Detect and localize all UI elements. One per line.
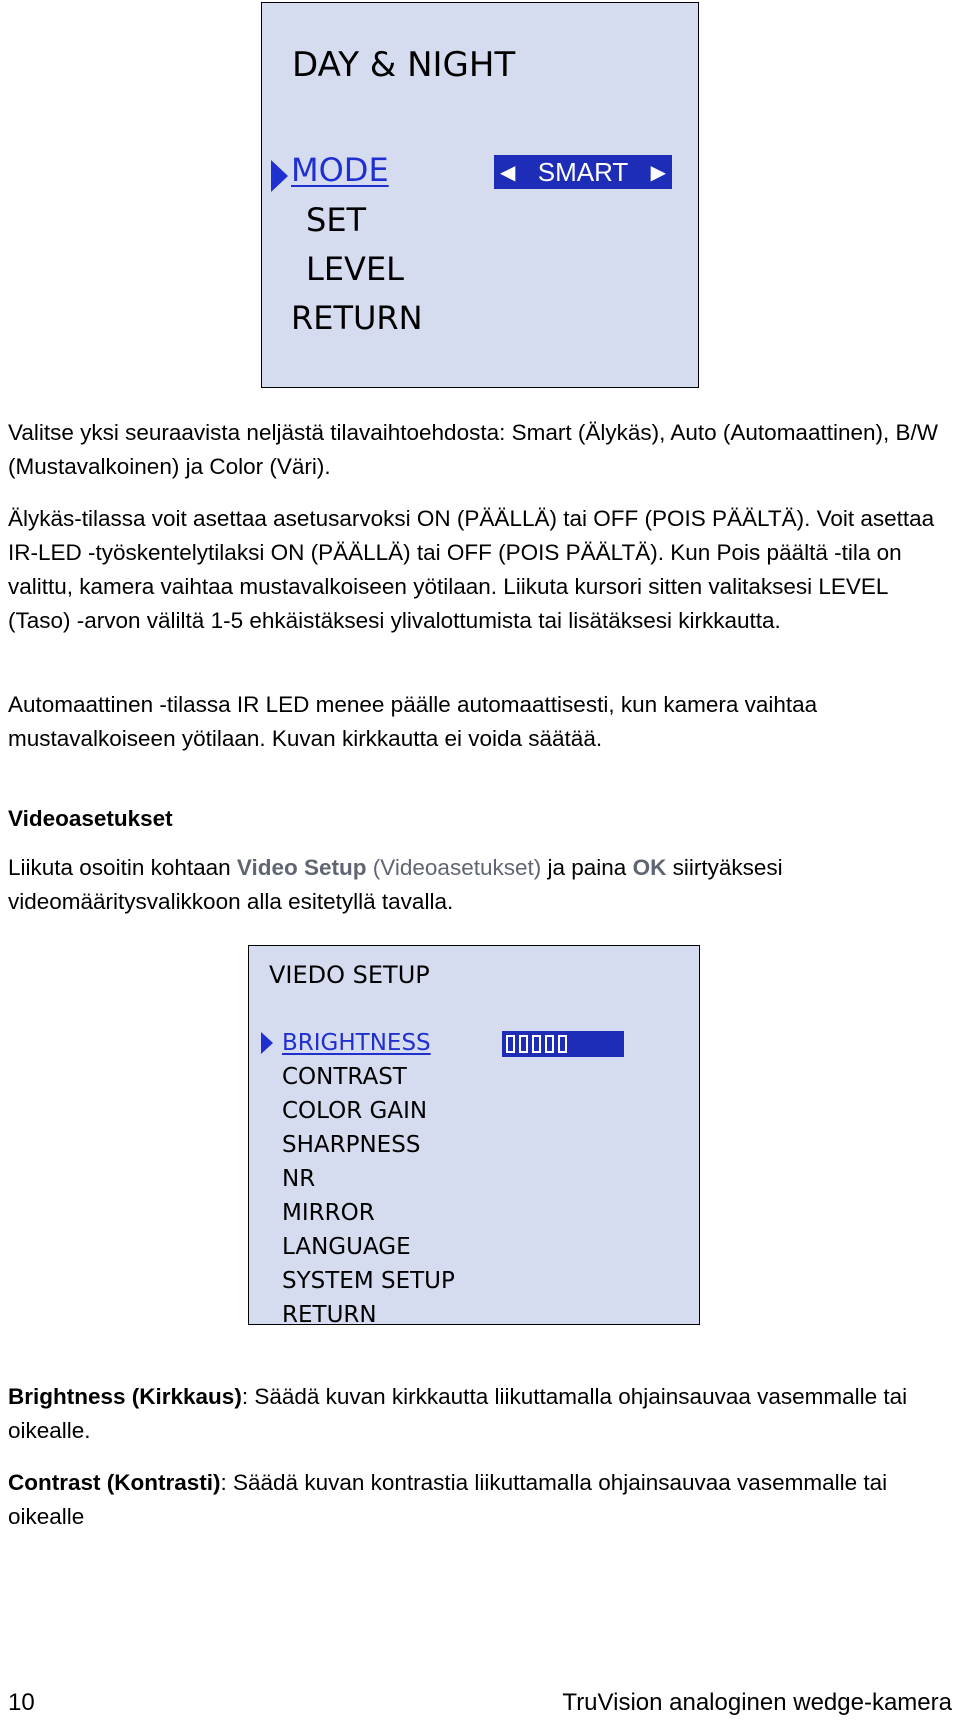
menu-item-contrast: CONTRAST [282,1064,407,1090]
paragraph-video-intro: Liikuta osoitin kohtaan Video Setup (Videoasetukset) ja paina OK siirtyäksesi videomääritysvalikkoon alla esitetyllä tavalla. [8,855,783,914]
ok-term: OK [632,855,667,880]
mode-value: SMART [537,156,629,187]
page-number: 10 [8,1689,35,1716]
brightness-description: Brightness (Kirkkaus): Säädä kuvan kirkkautta liikuttamalla ohjainsauvaa vasemmalle tai oikealle. [8,1384,908,1443]
level-segment [532,1035,541,1053]
level-segment [506,1035,515,1053]
paragraph-auto-mode: Automaattinen -tilassa IR LED menee päälle automaattisesti, kun kamera vaihtaa mustavalkoiseen yötilaan. Kuvan kirkkautta ei voida säätää. [8,692,818,751]
menu-item-set: SET [306,201,367,239]
video-setup-term: Video Setup [236,855,367,880]
menu-item-system-setup: SYSTEM SETUP [282,1268,455,1294]
selection-cursor-icon [271,160,288,192]
menu-item-sharpness: SHARPNESS [282,1132,421,1158]
contrast-description: Contrast (Kontrasti): Säädä kuvan kontrastia liikuttamalla ohjainsauvaa vasemmalle tai oikealle [8,1470,888,1529]
level-segment [558,1035,567,1053]
mode-value-selector [494,155,672,189]
brightness-level-bar [502,1031,624,1057]
menu-item-return: RETURN [282,1302,377,1328]
menu-item-mirror: MIRROR [282,1200,375,1226]
brightness-term: Brightness (Kirkkaus) [8,1384,242,1409]
menu-item-level: LEVEL [306,250,404,288]
level-segment [545,1035,554,1053]
level-segment [519,1035,528,1053]
menu-item-brightness: BRIGHTNESS [282,1030,431,1056]
video-setup-menu-screen [248,945,700,1328]
day-night-menu-screen [261,2,699,388]
menu-item-mode: MODE [291,151,389,189]
footer-product-name: TruVision analoginen wedge-kamera [562,1689,952,1716]
arrow-left-icon: ◀ [500,161,516,184]
arrow-right-icon: ▶ [650,161,666,184]
section-heading: Videoasetukset [8,806,173,831]
paragraph-smart-mode: Älykäs-tilassa voit asettaa asetusarvoksi ON (PÄÄLLÄ) tai OFF (POIS PÄÄLTÄ). Voit asettaa IR-LED -työskentelytilaksi ON (PÄÄLLÄ) tai OFF (POIS PÄÄLTÄ). Kun Pois päältä -tila on valittu, kamera vaihtaa mustavalkoiseen yötilaan. Liikuta kursori sitten valitaksesi LEVEL (Taso) -arvon väliltä 1-5 ehkäistäksesi ylivalottumista tai lisätäksesi kirkkautta. [8,506,935,633]
menu-item-color-gain: COLOR GAIN [282,1098,428,1124]
menu-title: DAY & NIGHT [292,45,516,85]
selection-cursor-icon [261,1032,273,1054]
contrast-term: Contrast (Kontrasti) [8,1470,221,1495]
menu-title: VIEDO SETUP [269,961,430,989]
menu-item-return: RETURN [291,299,423,337]
menu-item-nr: NR [282,1166,316,1192]
menu-item-language: LANGUAGE [282,1234,411,1260]
paragraph-mode-options: Valitse yksi seuraavista neljästä tilavaihtoehdosta: Smart (Älykäs), Auto (Automaattinen), B/W (Mustavalkoinen) ja Color (Väri). [8,420,938,479]
